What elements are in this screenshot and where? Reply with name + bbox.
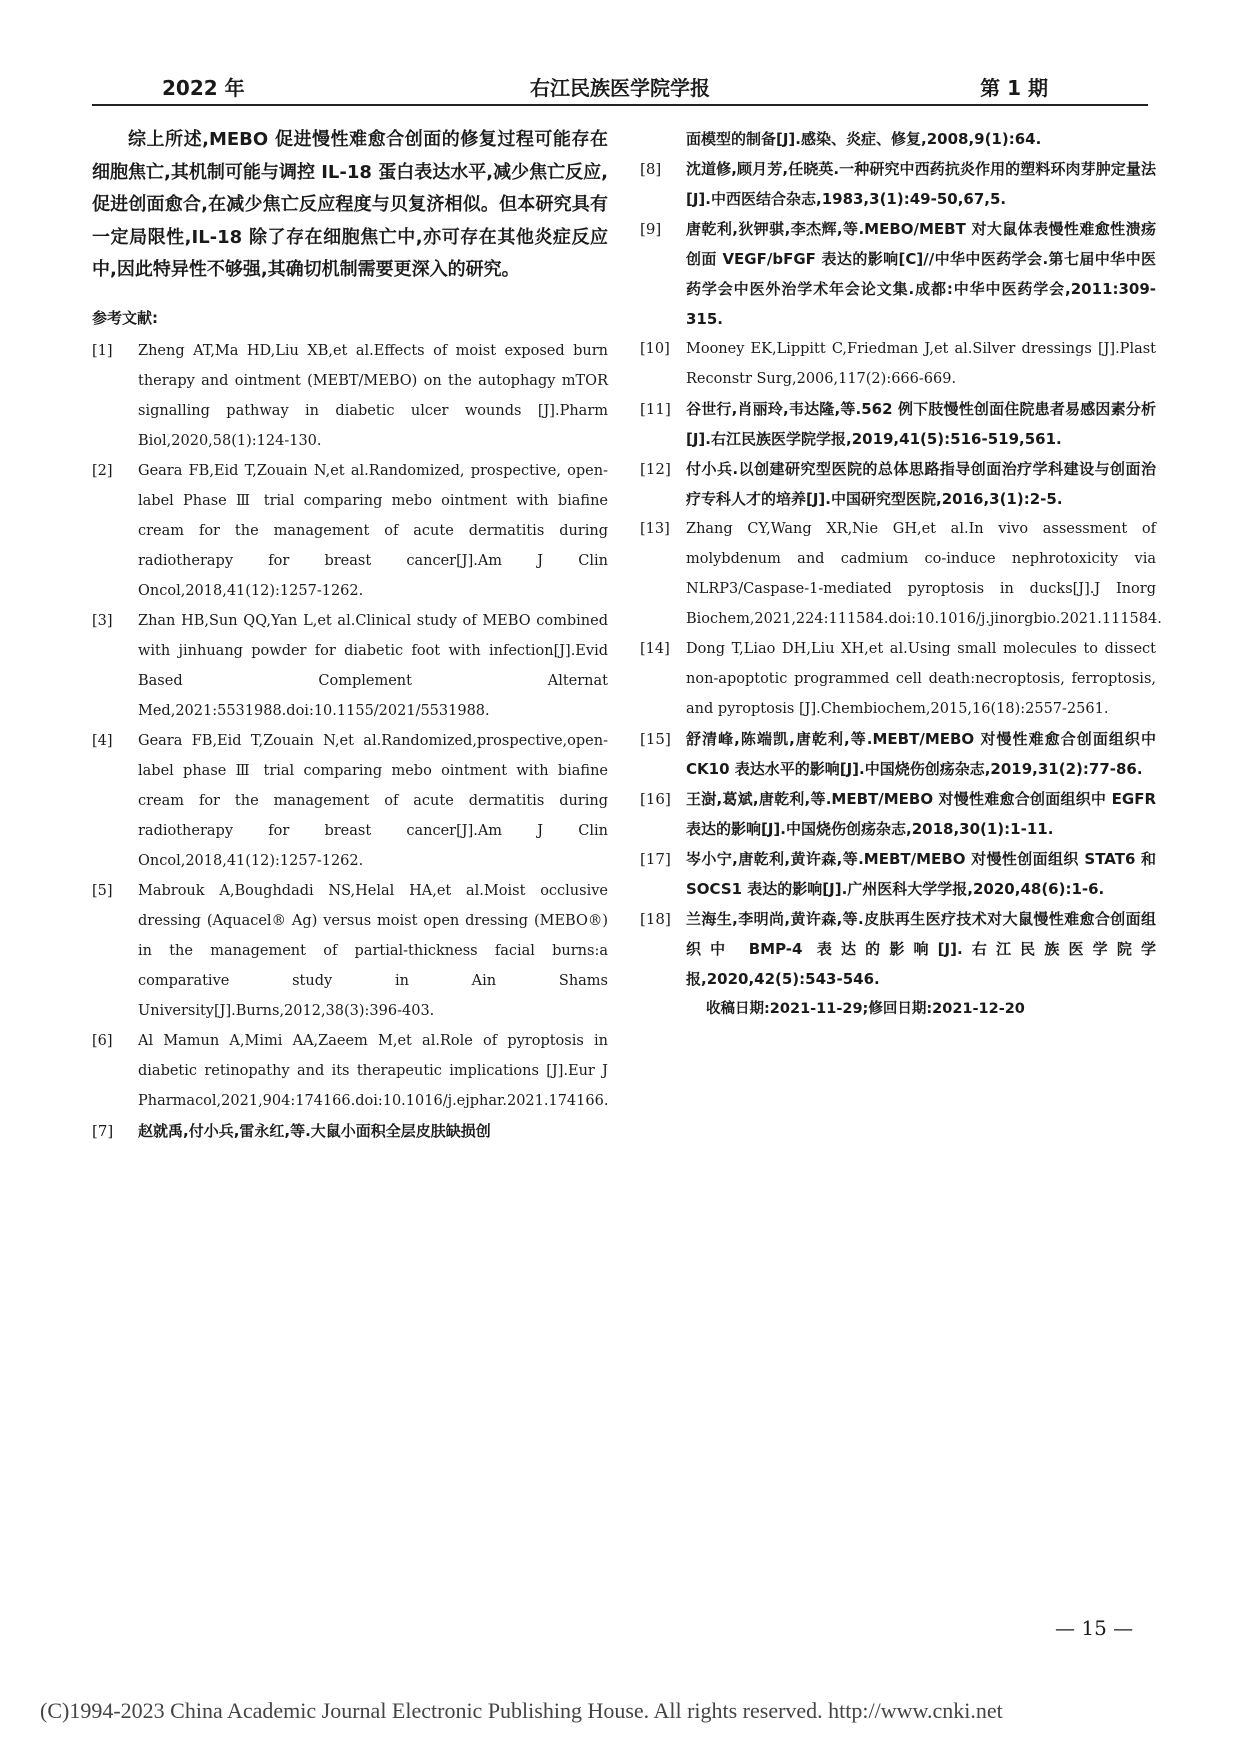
reference-item [640, 844, 1156, 904]
reference-number: [6] [92, 1032, 113, 1049]
reference-number: [3] [92, 612, 113, 629]
reference-text: 岑小宁,唐乾利,黄许森,等.MEBT/MEBO 对慢性创面组织 STAT6 和 SOCS1 表达的影响[J].广州医科大学学报,2020,48(6):1-6. [686, 850, 1156, 898]
reference-number: [12] [640, 460, 671, 478]
reference-number: [7] [92, 1121, 114, 1140]
reference-text: Zheng AT,Ma HD,Liu XB,et al.Effects of moist exposed burn therapy and ointment (MEBT/MEBO) on the autophagy mTOR signalling pathway in diabetic ulcer wounds [J].Pharm Biol,2020,58(1):124-130. [138, 342, 608, 449]
reference-item [92, 876, 608, 1026]
reference-item [92, 336, 608, 456]
reference-text: Mabrouk A,Boughdadi NS,Helal HA,et al.Moist occlusive dressing (Aquacel® Ag) versus moist open dressing (MEBO®) in the management of partial-thickness facial burns:a comparative study in Ain Shams University[J].Burns,2012,38(3):396-403. [138, 882, 608, 1019]
reference-item [640, 454, 1156, 514]
reference-number: [1] [92, 342, 113, 359]
reference-number: [4] [92, 732, 113, 749]
copyright-footer: (C)1994-2023 China Academic Journal Electronic Publishing House. All rights reserved. http://www.cnki.net [40, 1698, 1003, 1723]
reference-item [92, 726, 608, 876]
reference-item [640, 394, 1156, 454]
reference-number: [14] [640, 641, 670, 657]
reference-text: 王澍,葛斌,唐乾利,等.MEBT/MEBO 对慢性难愈合创面组织中 EGFR 表达的影响[J].中国烧伤创疡杂志,2018,30(1):1-11. [686, 790, 1156, 838]
reference-text: Zhan HB,Sun QQ,Yan L,et al.Clinical study of MEBO combined with jinhuang powder for diabetic foot with infection[J].Evid Based Complement Alternat Med,2021:5531988.doi:10.1155/2021/5531988. [138, 612, 608, 719]
reference-number: [16] [640, 790, 671, 808]
received-revised-dates: 收稿日期:2021-11-29;修回日期:2021-12-20 [706, 1001, 1025, 1017]
left-column [92, 124, 608, 1146]
reference-text: Al Mamun A,Mimi AA,Zaeem M,et al.Role of pyroptosis in diabetic retinopathy and its therapeutic implications [J].Eur J Pharmacol,2021,904:174166.doi:10.1016/j.ejphar.2021.174166. [138, 1032, 609, 1109]
reference-item [640, 154, 1156, 214]
reference-text: 谷世行,肖丽玲,韦达隆,等.562 例下肢慢性创面住院患者易感因素分析[J].右江民族医学院学报,2019,41(5):516-519,561. [686, 400, 1156, 448]
running-header [92, 66, 1148, 106]
reference-text: Mooney EK,Lippitt C,Friedman J,et al.Silver dressings [J].Plast Reconstr Surg,2006,117(2):666-669. [686, 341, 1156, 387]
reference-number: [8] [640, 160, 662, 178]
reference-number: [17] [640, 850, 671, 868]
right-column [640, 124, 1162, 1024]
reference-item [92, 1116, 608, 1146]
reference-item [92, 606, 608, 726]
reference-item [640, 214, 1156, 334]
reference-text: Zhang CY,Wang XR,Nie GH,et al.In vivo assessment of molybdenum and cadmium co-induce nephrotoxicity via NLRP3/Caspase-1-mediated pyroptosis in ducks[J].J Inorg Biochem,2021,224:111584.doi:10.1016/j.jinorgbio.2021.111584. [686, 521, 1162, 627]
reference-item [640, 514, 1162, 634]
reference-continuation-text: 面模型的制备[J].感染、炎症、修复,2008,9(1):64. [686, 130, 1042, 148]
reference-item [640, 634, 1156, 724]
reference-number: [10] [640, 341, 670, 357]
reference-text: Geara FB,Eid T,Zouain N,et al.Randomized,prospective,open-label phase Ⅲ trial comparing mebo ointment with biafine cream for the management of acute dermatitis during radiotherapy for breast cancer[J].Am J Clin Oncol,2018,41(12):1257-1262. [138, 732, 608, 869]
references-list-left [92, 336, 608, 1146]
reference-text: 舒清峰,陈端凯,唐乾利,等.MEBT/MEBO 对慢性难愈合创面组织中 CK10 表达水平的影响[J].中国烧伤创疡杂志,2019,31(2):77-86. [686, 730, 1156, 778]
reference-number: [9] [640, 220, 662, 238]
reference-number: [18] [640, 910, 671, 928]
reference-continuation [640, 124, 1156, 154]
page-number: — 15 — [1055, 1616, 1134, 1640]
reference-text: 沈道修,顾月芳,任晓英.一种研究中西药抗炎作用的塑料环肉芽肿定量法[J].中西医结合杂志,1983,3(1):49-50,67,5. [686, 160, 1156, 208]
references-heading: 参考文献: [92, 308, 158, 327]
reference-item [92, 456, 608, 606]
reference-text: Dong T,Liao DH,Liu XH,et al.Using small molecules to dissect non-apoptotic programmed cell death:necroptosis, ferroptosis, and pyroptosis [J].Chembiochem,2015,16(18):2557-2561. [686, 641, 1156, 717]
reference-number: [15] [640, 730, 671, 748]
reference-number: [2] [92, 462, 113, 479]
reference-text: Geara FB,Eid T,Zouain N,et al.Randomized, prospective, open-label Phase Ⅲ trial comparing mebo ointment with biafine cream for the management of acute dermatitis during radiotherapy for breast cancer[J].Am J Clin Oncol,2018,41(12):1257-1262. [138, 462, 608, 599]
reference-text: 付小兵.以创建研究型医院的总体思路指导创面治疗学科建设与创面治疗专科人才的培养[J].中国研究型医院,2016,3(1):2-5. [686, 460, 1156, 508]
header-year: 2022 年 [162, 76, 245, 100]
references-list-right [640, 154, 1162, 994]
reference-number: [13] [640, 521, 670, 537]
reference-item [92, 1026, 608, 1116]
reference-item [640, 334, 1156, 394]
reference-number: [5] [92, 882, 113, 899]
reference-item [640, 784, 1156, 844]
header-rule [92, 104, 1148, 106]
reference-text: 兰海生,李明尚,黄许森,等.皮肤再生医疗技术对大鼠慢性难愈合创面组织中 BMP-4 表达的影响[J].右江民族医学院学报,2020,42(5):543-546. [686, 910, 1156, 988]
reference-number: [11] [640, 400, 671, 418]
header-journal-title: 右江民族医学院学报 [530, 76, 710, 100]
conclusion-paragraph: 综上所述,MEBO 促进慢性难愈合创面的修复过程可能存在细胞焦亡,其机制可能与调控 IL-18 蛋白表达水平,减少焦亡反应,促进创面愈合,在减少焦亡反应程度与贝复济相似。但本研究具有一定局限性,IL-18 除了存在细胞焦亡中,亦可存在其他炎症反应中,因此特异性不够强,其确切机制需要更深入的研究。 [92, 129, 608, 280]
reference-text: 赵就禹,付小兵,雷永红,等.大鼠小面积全层皮肤缺损创 [138, 1121, 491, 1140]
reference-text: 唐乾利,狄钾骐,李杰辉,等.MEBO/MEBT 对大鼠体表慢性难愈性溃疡创面 VEGF/bFGF 表达的影响[C]//中华中医药学会.第七届中华中医药学会中医外治学术年会论文集.成都:中华中医药学会,2011:309-315. [686, 220, 1156, 328]
reference-item [640, 904, 1156, 994]
reference-item [640, 724, 1156, 784]
header-issue: 第 1 期 [980, 76, 1048, 100]
